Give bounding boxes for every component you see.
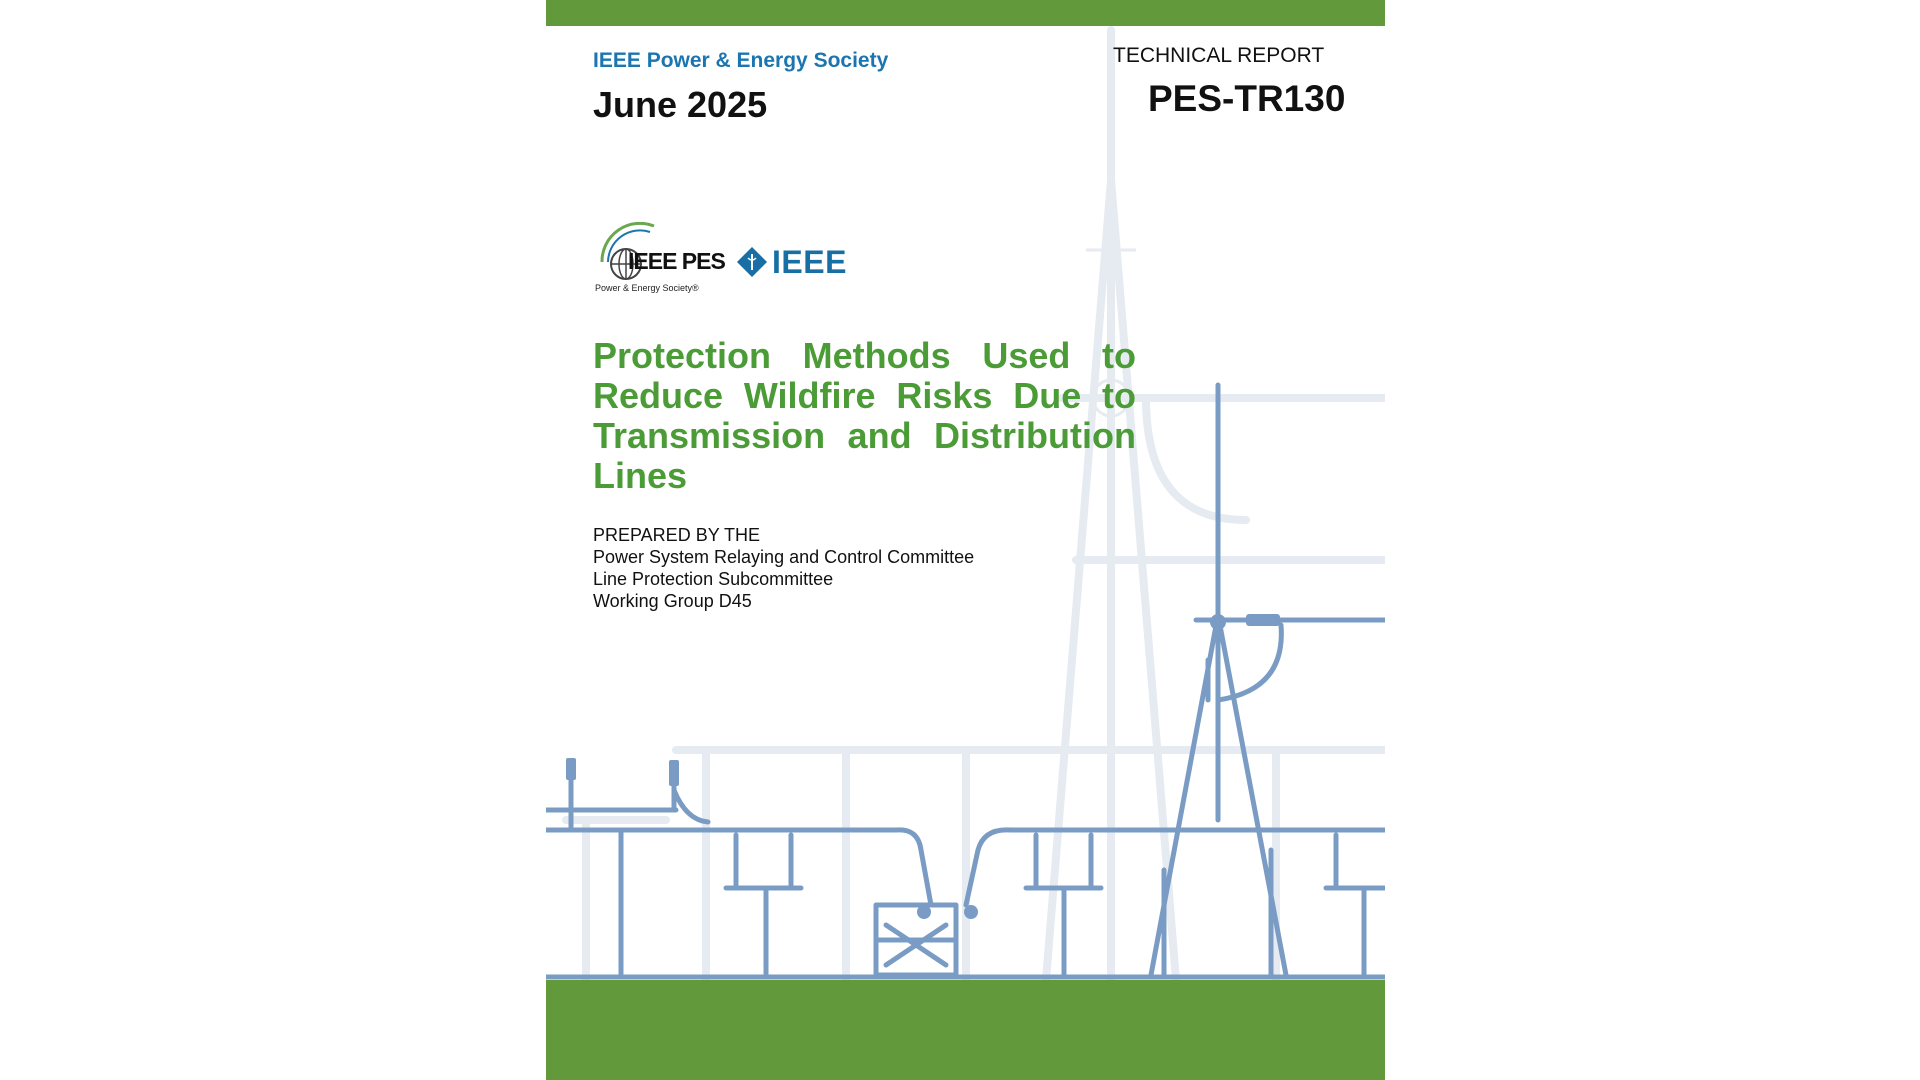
committee-name: Power System Relaying and Control Committee (593, 547, 975, 567)
ieee-logo (736, 244, 847, 280)
report-title: Protection Methods Used to Reduce Wildfire Risks Due to Transmission and Distribution Lines (593, 335, 1136, 496)
prepared-by-block (593, 524, 974, 612)
prepared-by-heading: PREPARED BY THE (593, 525, 761, 545)
publication-date: June 2025 (593, 84, 768, 125)
ieee-logo-wordmark: IEEE (772, 243, 847, 280)
report-number: PES-TR130 (1148, 78, 1346, 119)
working-group-name: Working Group D45 (593, 591, 752, 611)
subcommittee-name: Line Protection Subcommittee (593, 569, 834, 589)
pes-logo-wordmark: IEEE PES (628, 248, 725, 274)
society-name: IEEE Power & Energy Society (593, 49, 889, 72)
report-type-label: TECHNICAL REPORT (1113, 44, 1325, 67)
report-cover (546, 0, 1385, 1080)
ieee-diamond-icon (736, 246, 768, 278)
pes-logo-caption: Power & Energy Society® (595, 283, 699, 293)
bottom-color-band (546, 980, 1385, 1080)
